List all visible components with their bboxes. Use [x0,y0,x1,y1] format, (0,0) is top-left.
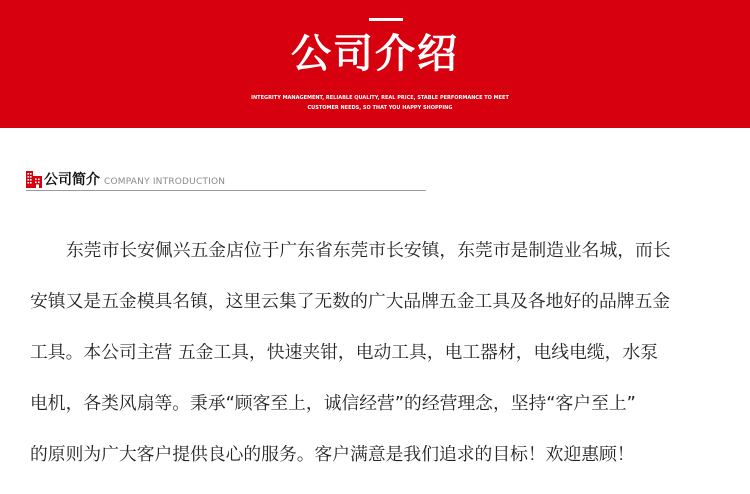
banner-slogan-line-1: INTEGRITY MANAGEMENT, RELIABLE QUALITY, REAL PRICE, STABLE PERFORMANCE TO MEET [251,95,509,101]
section-title: 公司简介 [44,172,100,188]
banner-slogan-line-2: CUSTOMER NEEDS, SO THAT YOU HAPPY SHOPPING [307,105,453,111]
section-header [26,170,426,192]
title-accent-bar [369,18,403,21]
description-line: 安镇又是五金模具名镇，这里云集了无数的广大品牌五金工具及各地好的品牌五金 [30,291,671,312]
description-line: 工具。本公司主营 五金工具，快速夹钳，电动工具，电工器材，电线电缆，水泵 [30,342,658,363]
section-subtitle: COMPANY INTRODUCTION [104,177,226,187]
page-title: 公司介绍 [291,31,459,77]
description-line: 的原则为广大客户提供良心的服务。客户满意是我们追求的目标！欢迎惠顾！ [30,444,635,465]
description-line: 电机，各类风扇等。秉承“顾客至上，诚信经营”的经营理念，坚持“客户至上” [30,393,636,414]
section-divider [26,190,426,191]
company-description [30,225,730,480]
building-icon [26,171,42,188]
description-line: 东莞市长安佩兴五金店位于广东省东莞市长安镇，东莞市是制造业名城，而长 [66,240,671,261]
header-banner [0,0,750,128]
